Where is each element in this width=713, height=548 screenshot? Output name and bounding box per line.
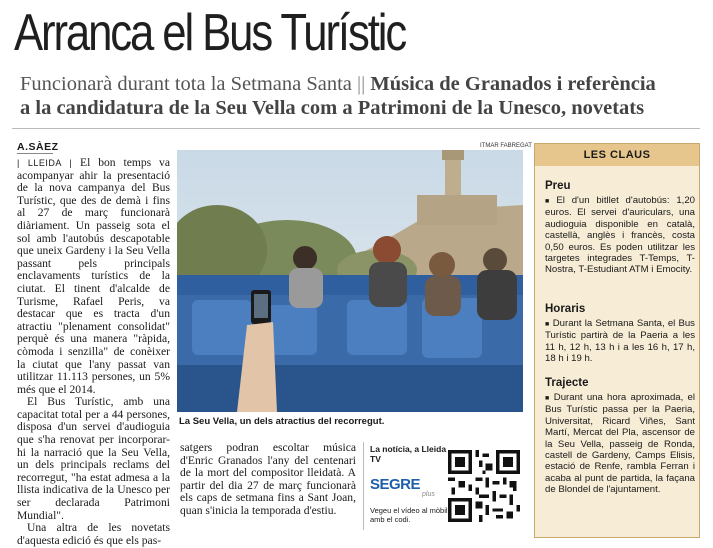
header-rule: [12, 128, 700, 129]
key-facts-section-trajecte: [545, 377, 695, 496]
section-text: ■ Durant una hora aproximada, el Bus Turístic passa per la Paeria, Universitat, Ricard Viñes, Sant Martí, Mercat del Pla, ascensor de la Seu Vella, passeig de Ronda, castell de Gardeny, Camps Elisis, estació de Renfe, rambla Ferran i acaba al punt de partida, la façana de Blondel de l'ajuntament.: [545, 392, 695, 496]
deck-part2: Música de Granados i referència: [370, 73, 656, 95]
bus-photo: [177, 150, 523, 412]
key-facts-title: LES CLAUS: [535, 144, 699, 166]
photo-credit: ITMAR FABREGAT: [480, 143, 532, 149]
paragraph: El Bus Turístic, amb una capacitat total per a 44 persones, disposa d'un servei d'audioguia que s'ha renovat per incorporar-hi la narració que la Seu Vella, un dels principals reclams del recorregut, "ha estat admesa a la llista indicativa de la Unesco per ser declarada Patrimoni Mundial".: [17, 395, 170, 522]
segre-logo: SEGRE: [370, 476, 421, 493]
deck-separator: ||: [357, 73, 366, 95]
section-heading: Horaris: [545, 303, 586, 315]
byline-rule: [17, 153, 53, 154]
body-column-2: [180, 442, 356, 518]
key-facts-section-horaris: [545, 303, 695, 365]
dateline: | LLEIDA |: [17, 158, 73, 168]
qr-code-icon[interactable]: [448, 450, 520, 522]
lleida-tv-box: [363, 442, 523, 530]
body-column-1: [17, 157, 170, 547]
paragraph: | LLEIDA | El bon temps va acompanyar ahir la presentació de la nova campanya del Bus Turístic, que des de demà i fins al 27 de març funcionarà diàriament. Un passeig sota el sol amb l'autobús descapotable que uneix Gardeny i la Seu Vella passant pels principals enclavaments turístics de la ciutat. El tinent d'alcalde de Turisme, Rafael Peris, va destacar que es tracta d'un atractiu "plenament consolidat" perquè és una manera "ràpida, còmoda i senzilla" de conèixer la ciutat que l'any passat van utilitzar 11.113 persones, un 5% més que el 2014.: [17, 156, 170, 396]
photo-caption: La Seu Vella, un dels atractius del recorregut.: [179, 416, 385, 427]
section-heading: Trajecte: [545, 377, 589, 389]
deck-part1: Funcionarà durant tota la Setmana Santa: [20, 73, 352, 95]
section-text: ■ El d'un bitllet d'autobús: 1,20 euros. El servei d'auriculars, una audioguia disponible en català, castellà, anglès i francès, costa 0,50 euros. Es poden utilitzar les targetes integrades T-Temps, T-Nostra, T-Estudiant ATM i Emocity.: [545, 195, 695, 276]
segre-plus-label: plus: [422, 491, 435, 498]
tv-title: La notícia, a Lleida TV: [370, 444, 447, 464]
tv-note: Vegeu el vídeo al mòbil amb el codi.: [370, 506, 448, 524]
key-facts-section-preu: [545, 180, 695, 276]
headline: Arranca el Bus Turístic: [14, 4, 406, 62]
paragraph: satgers podran escoltar música d'Enric Granados l'any del centenari de la mort del compositor lleidatà. A partir del dia 27 de març funcionarà els caps de setmana fins a Sant Joan, quan s'inicia la temporada d'estiu.: [180, 441, 356, 517]
section-text: ■ Durant la Setmana Santa, el Bus Turístic partirà de la Paeria a les 11 h, 12 h, 13 h i a les 16 h, 17 h, 18 h i 19 h.: [545, 318, 695, 365]
paragraph: Una altra de les novetats d'aquesta edició és que els pas-: [17, 521, 170, 547]
key-facts-box: [534, 143, 700, 538]
byline: A.SÀEZ: [17, 141, 59, 153]
section-heading: Preu: [545, 180, 571, 192]
deck-line2: a la candidatura de la Seu Vella com a Patrimoni de la Unesco, novetats: [20, 97, 645, 119]
bus-photo-illustration: [177, 150, 523, 412]
deck: [20, 72, 700, 120]
